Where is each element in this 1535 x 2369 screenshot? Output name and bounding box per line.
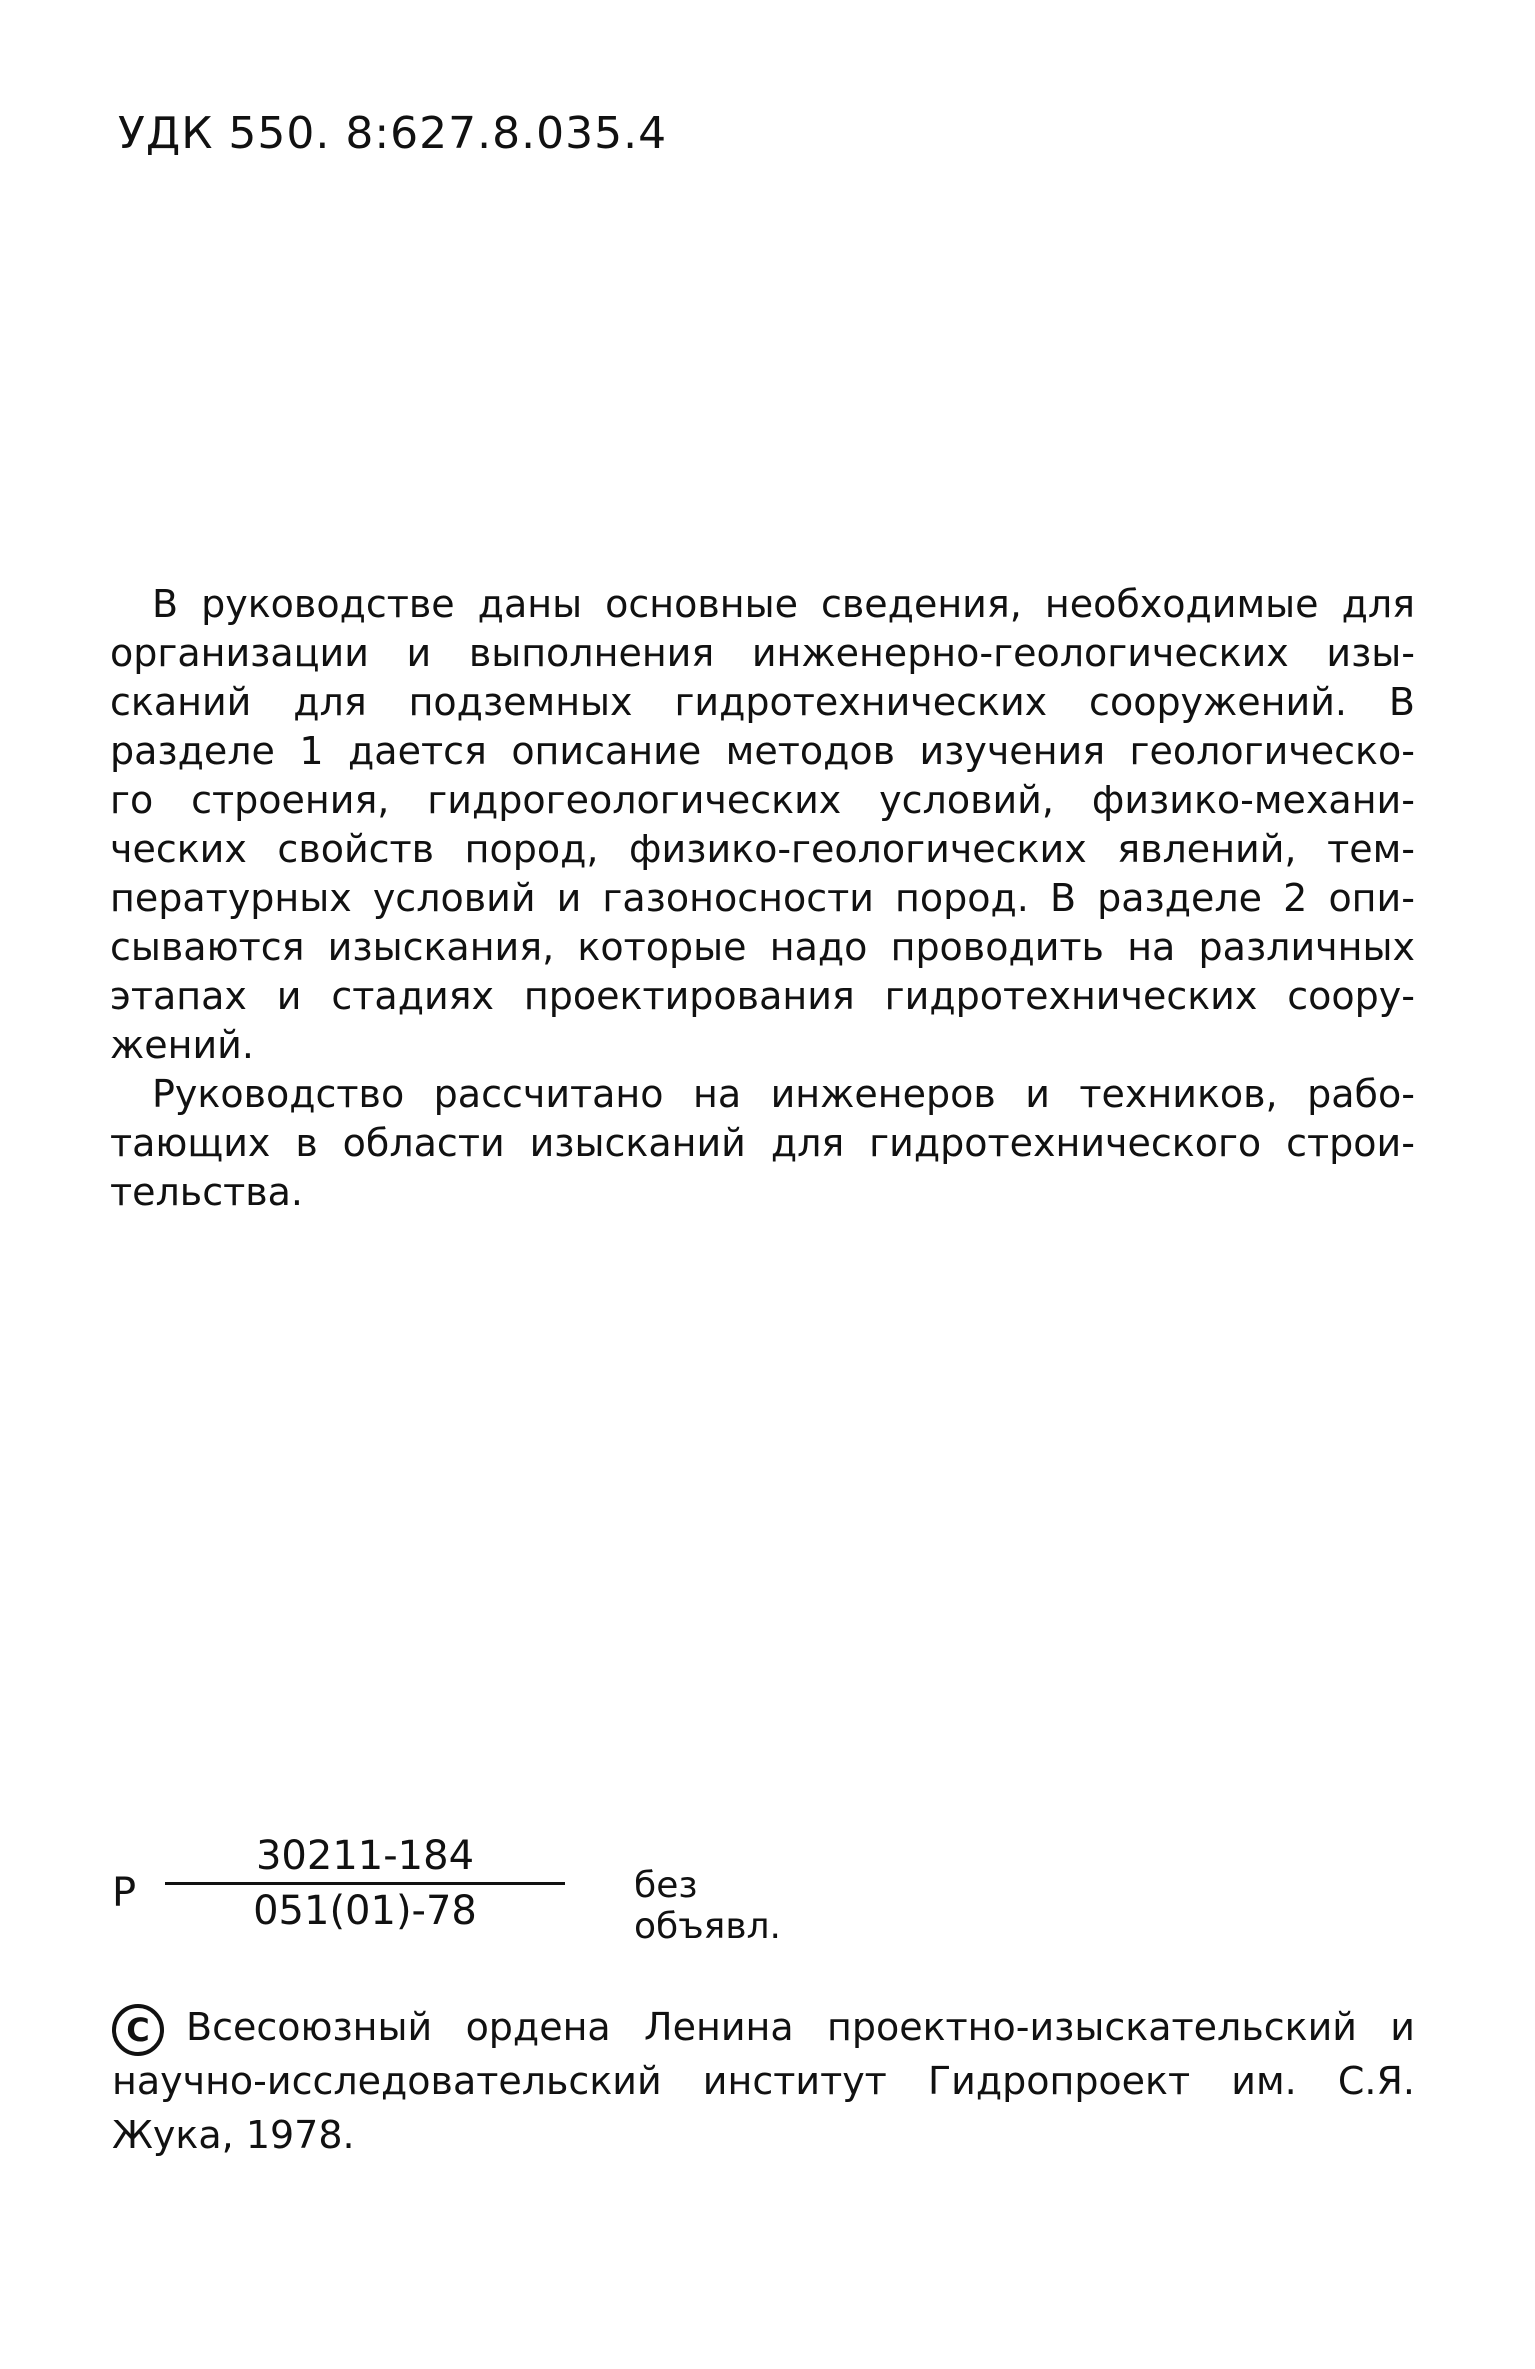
word: которые — [577, 925, 747, 969]
word: ордена — [465, 2005, 611, 2049]
word: выполнения — [468, 631, 715, 675]
word: проектно-изыскательский — [827, 2005, 1357, 2049]
word: изысканий — [529, 1121, 746, 1165]
word: Всесоюзный — [186, 2005, 433, 2049]
word: на — [693, 1072, 742, 1116]
word: этапах — [110, 974, 247, 1018]
word: пературных — [110, 876, 352, 920]
word: для — [293, 680, 367, 724]
word: основные — [605, 582, 798, 626]
word: сведения, — [821, 582, 1022, 626]
word: различных — [1198, 925, 1415, 969]
copyright-line — [112, 2000, 1415, 2054]
word: для — [770, 1121, 845, 1165]
word: изы- — [1326, 631, 1415, 675]
no-announcement-note: без объявл. — [634, 1865, 781, 1947]
word: стадиях — [331, 974, 495, 1018]
line-text: тельства. — [110, 1170, 303, 1214]
abstract-line — [110, 629, 1415, 678]
word: научно-исследовательский — [112, 2059, 662, 2103]
word: свойств — [277, 827, 435, 871]
word: явлений, — [1117, 827, 1297, 871]
price-numerator: 30211-184 — [255, 1833, 475, 1879]
word: Ленина — [644, 2005, 794, 2049]
udk-code: УДК 550. 8:627.8.035.4 — [118, 108, 668, 159]
word: физико-механи- — [1091, 778, 1415, 822]
word: ческих — [110, 827, 247, 871]
word: В — [1049, 876, 1077, 920]
copyright-icon: С — [112, 2004, 164, 2056]
line-text: Жука, 1978. — [112, 2113, 355, 2157]
word-with-mark — [112, 2000, 432, 2054]
word: гидротехнических — [674, 680, 1048, 724]
word: изучения — [919, 729, 1106, 773]
word: С.Я. — [1337, 2059, 1415, 2103]
abstract-line — [110, 580, 1415, 629]
word: пород, — [464, 827, 599, 871]
word: В — [1388, 680, 1415, 724]
word: тем- — [1327, 827, 1415, 871]
word: рабо- — [1307, 1072, 1415, 1116]
abstract-line — [110, 923, 1415, 972]
word: и — [406, 631, 432, 675]
word: методов — [725, 729, 896, 773]
word: инженеров — [770, 1072, 996, 1116]
abstract-line — [110, 825, 1415, 874]
word: руководстве — [201, 582, 455, 626]
abstract-line — [110, 972, 1415, 1021]
price-denominator: 051(01)-78 — [253, 1888, 477, 1934]
word: дается — [348, 729, 487, 773]
word: организации — [110, 631, 369, 675]
word: институт — [702, 2059, 887, 2103]
word: гидротехнических — [884, 974, 1258, 1018]
word: 1 — [299, 729, 324, 773]
word: условий, — [879, 778, 1054, 822]
word: и — [1025, 1072, 1050, 1116]
word: проектирования — [523, 974, 855, 1018]
word: сываются — [110, 925, 305, 969]
word: рассчитано — [433, 1072, 664, 1116]
word: на — [1127, 925, 1176, 969]
word: опи- — [1328, 876, 1415, 920]
word: им. — [1231, 2059, 1297, 2103]
word: проводить — [890, 925, 1104, 969]
abstract-line — [110, 1070, 1415, 1119]
word: и — [556, 876, 582, 920]
word: подземных — [408, 680, 633, 724]
abstract-text — [110, 580, 1415, 1217]
line-text: жений. — [110, 1023, 254, 1067]
word: строения, — [191, 778, 390, 822]
word: для — [1341, 582, 1415, 626]
price-letter: Р — [112, 1870, 137, 1916]
word: и — [276, 974, 302, 1018]
word: и — [1390, 2005, 1415, 2049]
word: в — [295, 1121, 318, 1165]
abstract-line — [110, 1119, 1415, 1168]
word: описание — [511, 729, 702, 773]
word: пород. — [895, 876, 1029, 920]
word: геологическо- — [1129, 729, 1415, 773]
word: В — [152, 582, 179, 626]
word: соору- — [1287, 974, 1415, 1018]
abstract-line — [110, 776, 1415, 825]
abstract-line — [110, 727, 1415, 776]
abstract-line — [110, 874, 1415, 923]
word: техников, — [1079, 1072, 1278, 1116]
copyright-line — [112, 2108, 1415, 2162]
word: гидротехнического — [869, 1121, 1262, 1165]
word: сканий — [110, 680, 252, 724]
price-fraction — [160, 1830, 570, 1937]
word: строи- — [1286, 1121, 1415, 1165]
word: надо — [769, 925, 868, 969]
word: разделе — [110, 729, 275, 773]
word: области — [342, 1121, 505, 1165]
word: Руководство — [152, 1072, 405, 1116]
word: гидрогеологических — [427, 778, 842, 822]
word: сооружений. — [1089, 680, 1347, 724]
word: необходимые — [1044, 582, 1319, 626]
word: разделе — [1097, 876, 1263, 920]
word: изыскания, — [327, 925, 555, 969]
word: тающих — [110, 1121, 271, 1165]
word: даны — [477, 582, 583, 626]
word: 2 — [1283, 876, 1308, 920]
abstract-line — [110, 1021, 1415, 1070]
word: физико-геологических — [629, 827, 1087, 871]
abstract-line — [110, 1168, 1415, 1217]
word: го — [110, 778, 154, 822]
copyright-line — [112, 2054, 1415, 2108]
word: условий — [372, 876, 536, 920]
word: инженерно-геологических — [751, 631, 1289, 675]
abstract-line — [110, 678, 1415, 727]
word: Гидропроект — [927, 2059, 1191, 2103]
word: газоносности — [602, 876, 874, 920]
copyright-block — [112, 2000, 1415, 2162]
